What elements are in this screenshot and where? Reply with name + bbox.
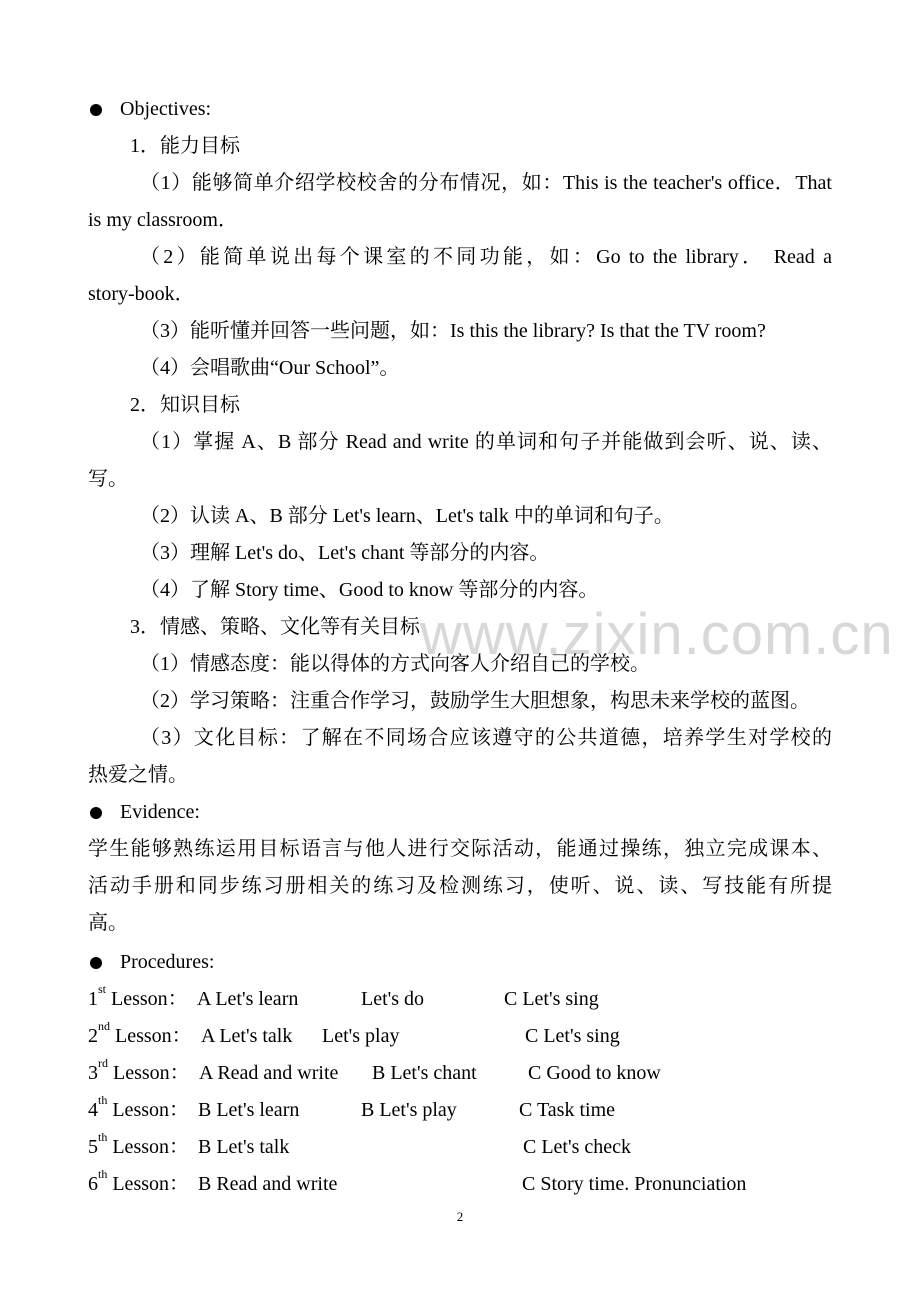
lesson-part-c: C Task time [519,1099,616,1121]
emotion-item1: （1）情感态度：能以得体的方式向客人介绍自己的学校。 [140,653,650,675]
lesson-part-c: C Let's sing [525,1025,620,1047]
knowledge-item4: （4）了解 Story time、Good to know 等部分的内容。 [140,579,599,601]
ability-item2-line2: story-book． [88,283,195,305]
emotion-item3-line1: （3）文化目标：了解在不同场合应该遵守的公共道德，培养学生对学校的 [140,727,832,749]
lesson-part-b: B Let's chant [372,1062,477,1084]
evidence-line3: 高。 [88,912,128,934]
lesson-part-a: B Let's talk [198,1136,290,1158]
page-number: 2 [456,1209,464,1224]
bullet-icon [90,807,102,819]
knowledge-item3: （3）理解 Let's do、Let's chant 等部分的内容。 [140,542,550,564]
lesson-part-b: Let's play [322,1025,400,1047]
lesson-label: Lesson： [110,1025,192,1047]
lesson-part-c: C Let's sing [504,988,599,1010]
lesson-ordinal: st [98,982,107,996]
lesson-ordinal: rd [98,1056,108,1070]
lesson-number: 2 [88,1025,98,1047]
lesson-part-b: B Let's play [361,1099,457,1121]
watermark: www.zixin.com.cn [420,602,894,667]
lesson-part-c: C Story time. Pronunciation [522,1173,747,1195]
lesson-row [88,981,188,1018]
lesson-label: Lesson： [108,1062,190,1084]
lesson-row [88,1018,192,1055]
evidence-heading: Evidence: [120,801,200,823]
lesson-number: 6 [88,1173,98,1195]
ability-item1-line1: （1）能够简单介绍学校校舍的分布情况，如：This is the teacher's office．That [140,172,832,194]
lesson-part-a: B Let's learn [198,1099,300,1121]
lesson-part-c: C Good to know [528,1062,661,1084]
ability-item2-line1: （2）能简单说出每个课室的不同功能，如：Go to the library． Read a [140,246,832,268]
bullet-icon [90,957,102,969]
lesson-part-a: B Read and write [198,1173,338,1195]
knowledge-heading: 2．知识目标 [130,394,240,416]
lesson-row [88,1055,190,1092]
lesson-ordinal: th [98,1167,108,1181]
lesson-number: 4 [88,1099,98,1121]
lesson-number: 3 [88,1062,98,1084]
lesson-part-b: Let's do [361,988,425,1010]
emotion-item2: （2）学习策略：注重合作学习，鼓励学生大胆想象，构思未来学校的蓝图。 [140,690,810,712]
objectives-heading: Objectives: [120,98,212,120]
lesson-ordinal: nd [98,1019,110,1033]
lesson-part-a: A Let's learn [197,988,299,1010]
ability-item4: （4）会唱歌曲“Our School”。 [140,357,400,379]
lesson-label: Lesson： [106,988,188,1010]
lesson-part-c: C Let's check [523,1136,632,1158]
lesson-part-a: A Let's talk [201,1025,293,1047]
lesson-label: Lesson： [107,1099,190,1121]
lesson-ordinal: th [98,1093,108,1107]
knowledge-item1-line2: 写。 [88,468,128,490]
lesson-label: Lesson： [107,1173,190,1195]
ability-item1-line2: is my classroom． [88,209,238,231]
lesson-row [88,1092,189,1129]
emotion-heading: 3．情感、策略、文化等有关目标 [130,616,420,638]
bullet-icon [90,104,102,116]
ability-heading: 1．能力目标 [130,135,240,157]
lesson-row [88,1166,189,1203]
evidence-line2: 活动手册和同步练习册相关的练习及检测练习，使听、说、读、写技能有所提 [88,875,832,897]
knowledge-item1-line1: （1）掌握 A、B 部分 Read and write 的单词和句子并能做到会听、说、读、 [140,431,832,453]
lesson-part-a: A Read and write [199,1062,339,1084]
ability-item3: （3）能听懂并回答一些问题，如：Is this the library? Is that the TV room? [140,320,766,342]
emotion-item3-line2: 热爱之情。 [88,764,188,786]
lesson-ordinal: th [98,1130,108,1144]
procedures-heading: Procedures: [120,951,215,973]
lesson-row [88,1129,189,1166]
evidence-line1: 学生能够熟练运用目标语言与他人进行交际活动，能通过操练，独立完成课本、 [88,838,832,860]
lesson-label: Lesson： [107,1136,190,1158]
lesson-number: 5 [88,1136,98,1158]
knowledge-item2: （2）认读 A、B 部分 Let's learn、Let's talk 中的单词和句子。 [140,505,674,527]
lesson-number: 1 [88,988,98,1010]
